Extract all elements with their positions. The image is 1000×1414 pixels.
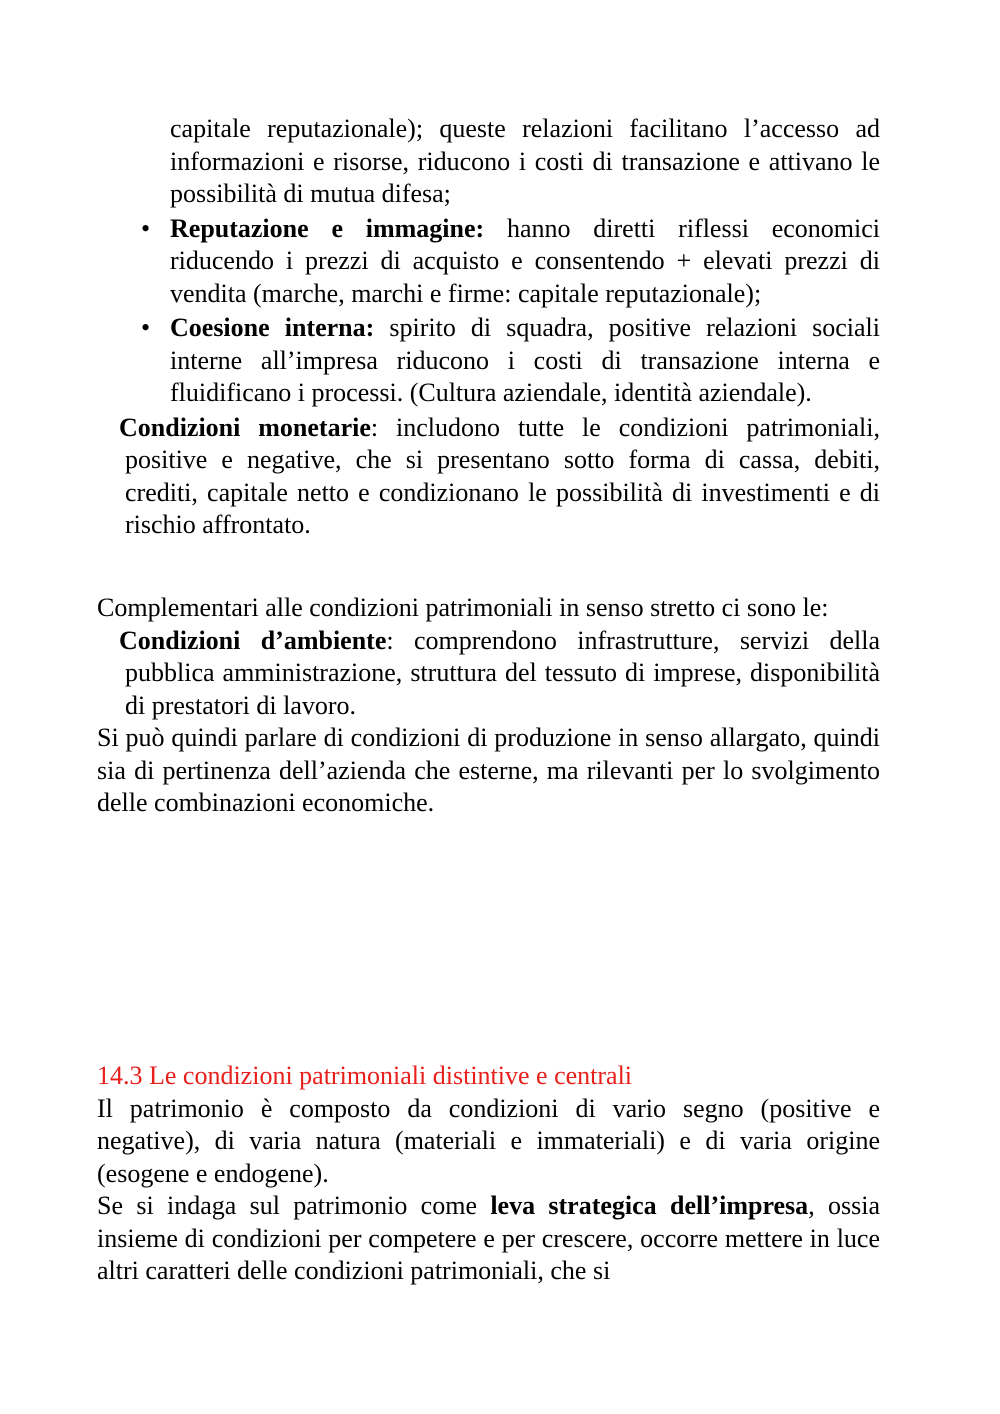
term-monetarie: Condizioni monetarie [119,412,371,442]
bullet-description: spirito di squadra, positive relazioni sociali interne all’impresa riducono i costi di transazione interna e fluidificano i processi. (Cultura aziendale, identità aziendale). [170,313,880,407]
p2-text-after: , ossia insieme di condizioni per competere e per crescere, occorre mettere in luce altri caratteri delle condizioni patrimoniali, che si [97,1191,881,1285]
section-heading: 14.3 Le condizioni patrimoniali distintive e centrali [97,1061,633,1090]
bullet-text [97,213,880,311]
ambiente-description: : comprendono infrastrutture, servizi della pubblica amministrazione, struttura del tessuto di imprese, disponibilità di prestatori di lavoro. [125,625,880,720]
section-paragraph-1: Il patrimonio è composto da condizioni di vario segno (positive e negative), di varia natura (materiali e immateriali) e di varia origine (esogene e endogene). [97,1093,880,1188]
bullet-text [97,312,880,410]
term-ambiente: Condizioni d’ambiente [119,625,387,655]
continuation-paragraph: capitale reputazionale); queste relazioni facilitano l’accesso ad informazioni e risorse, riducono i costi di transazione e attivano le possibilità di mutua difesa; [170,114,880,208]
bullet-coesione [97,312,880,410]
section-14-3 [97,1060,880,1288]
bullet-dot: • [141,313,151,342]
closing-paragraph: Si può quindi parlare di condizioni di produzione in senso allargato, quindi sia di pertinenza dell’azienda che esterne, ma rilevanti per lo svolgimento delle combinazioni economiche. [97,723,880,817]
block-condizioni-immateriali [97,113,880,542]
section-paragraph-2 [97,1190,880,1288]
bullet-dot: • [141,213,151,243]
bullet-term: Coesione interna: [170,313,375,342]
p2-bold-term: leva strategica dell’impresa [490,1191,809,1220]
condizioni-ambiente-paragraph [97,625,880,723]
monetarie-description: : includono tutte le condizioni patrimoniali, positive e negative, che si presentano sotto forma di cassa, debiti, crediti, capitale netto e condizionano le possibilità di investimenti e di rischio affrontato. [125,412,880,539]
bullet-description: hanno diretti riflessi economici riducendo i prezzi di acquisto e consentendo + elevati prezzi di vendita (marche, marchi e firme: capitale reputazionale); [170,213,880,308]
p2-text-before: Se si indaga sul patrimonio come [97,1191,491,1220]
intro-paragraph: Complementari alle condizioni patrimoniali in senso stretto ci sono le: [97,593,829,622]
bullet-term: Reputazione e immagine: [170,213,485,243]
bullet-reputazione [97,213,880,311]
condizioni-monetarie-paragraph [97,412,880,542]
block-complementari [97,592,880,820]
